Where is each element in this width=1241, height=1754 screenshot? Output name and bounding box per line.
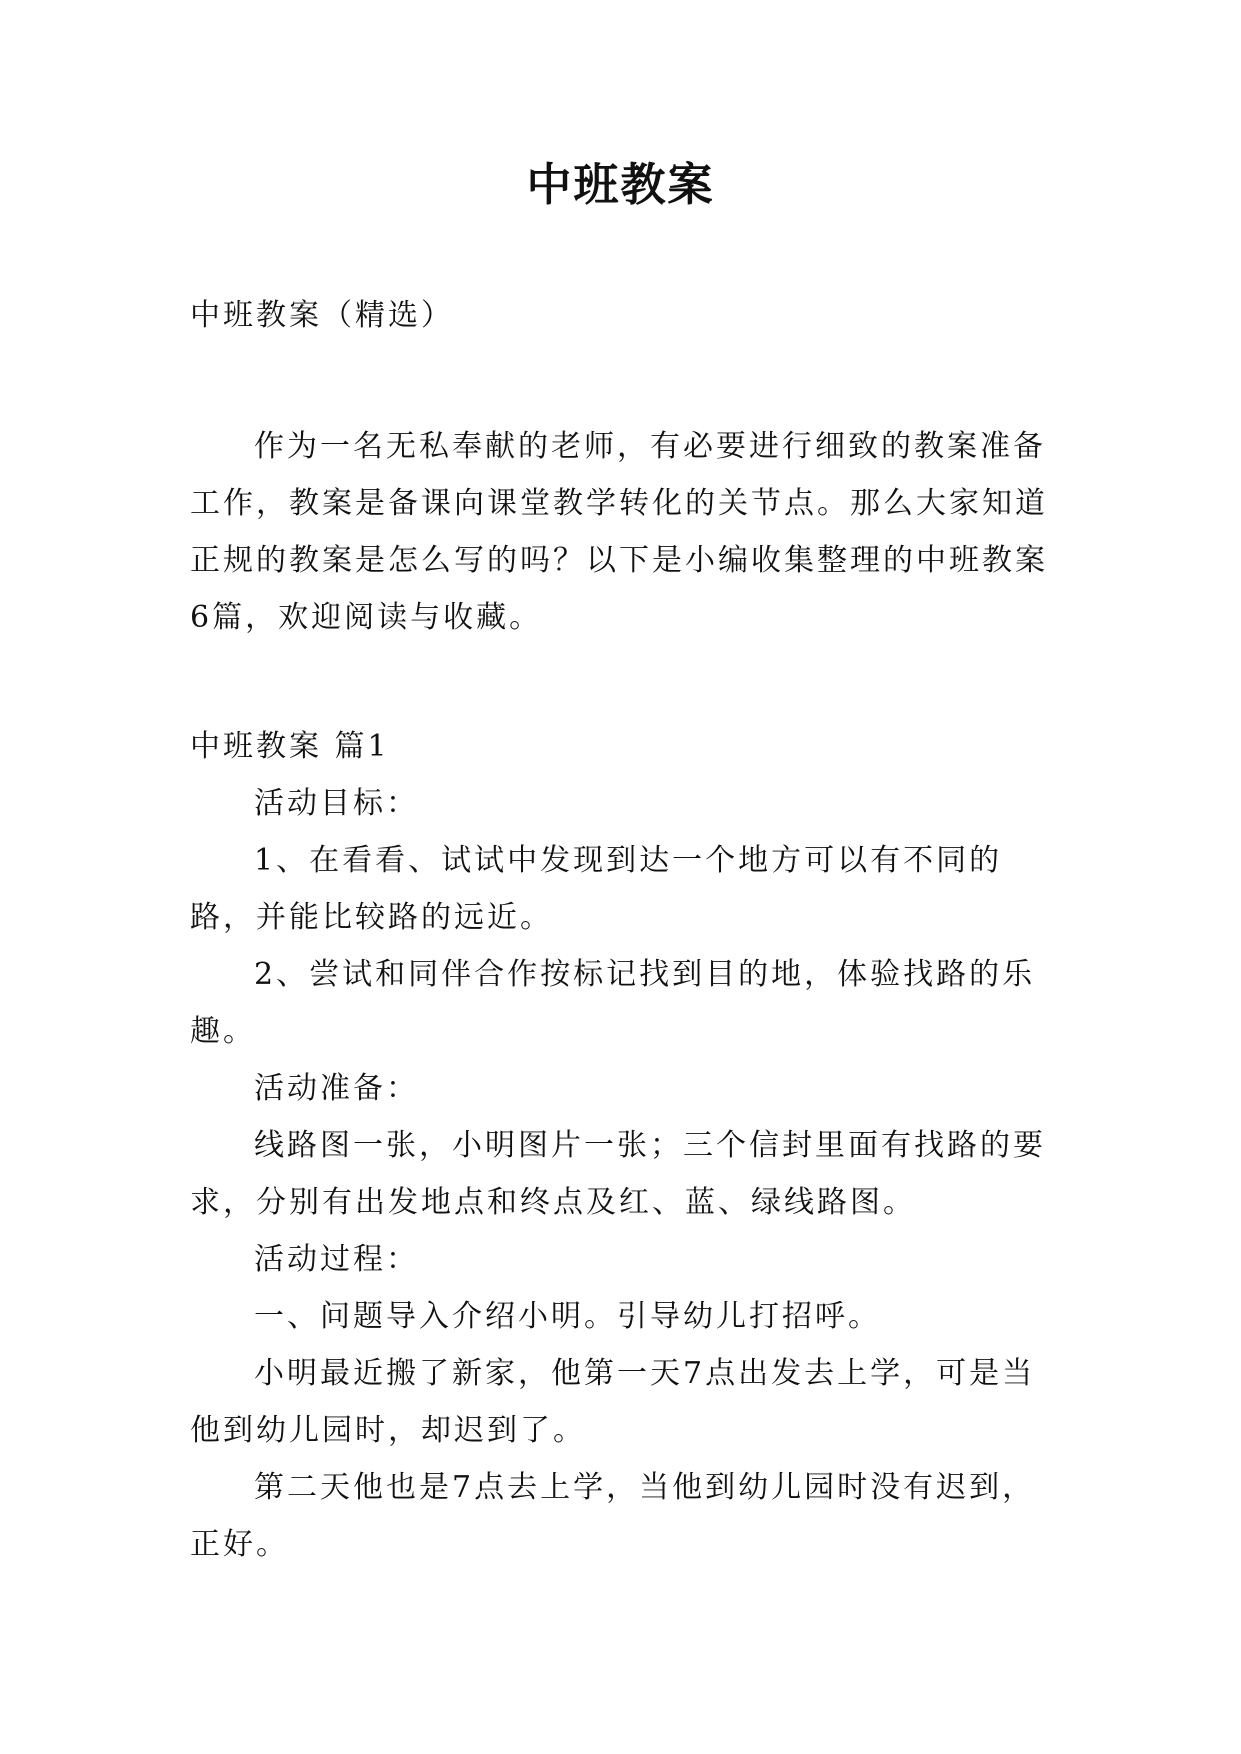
goal-item-1: 1、在看看、试试中发现到达一个地方可以有不同的路，并能比较路的远近。 bbox=[190, 843, 1003, 935]
process-step-1: 一、问题导入介绍小明。引导幼儿打招呼。 bbox=[254, 1299, 881, 1334]
activity-goals-heading: 活动目标： bbox=[254, 786, 419, 821]
process-paragraph-1: 小明最近搬了新家，他第一天7点出发去上学，可是当他到幼儿园时，却迟到了。 bbox=[190, 1356, 1036, 1448]
preparation-paragraph: 线路图一张，小明图片一张；三个信封里面有找路的要求，分别有出发地点和终点及红、蓝、绿线路图。 bbox=[190, 1128, 1046, 1220]
goal-item-2: 2、尝试和同伴合作按标记找到目的地，体验找路的乐趣。 bbox=[190, 957, 1036, 1049]
activity-process-heading: 活动过程： bbox=[254, 1242, 419, 1277]
activity-preparation-heading: 活动准备： bbox=[254, 1071, 419, 1106]
section-title: 中班教案 篇1 bbox=[190, 729, 390, 764]
intro-paragraph: 作为一名无私奉献的老师，有必要进行细致的教案准备工作，教案是备课向课堂教学转化的关节点。那么大家知道正规的教案是怎么写的吗？以下是小编收集整理的中班教案6篇，欢迎阅读与收藏。 bbox=[190, 429, 1048, 635]
document-body bbox=[190, 286, 1050, 1573]
process-paragraph-2: 第二天他也是7点去上学，当他到幼儿园时没有迟到，正好。 bbox=[190, 1470, 1036, 1562]
document-subtitle: 中班教案（精选） bbox=[190, 298, 454, 333]
document-title: 中班教案 bbox=[526, 158, 715, 211]
